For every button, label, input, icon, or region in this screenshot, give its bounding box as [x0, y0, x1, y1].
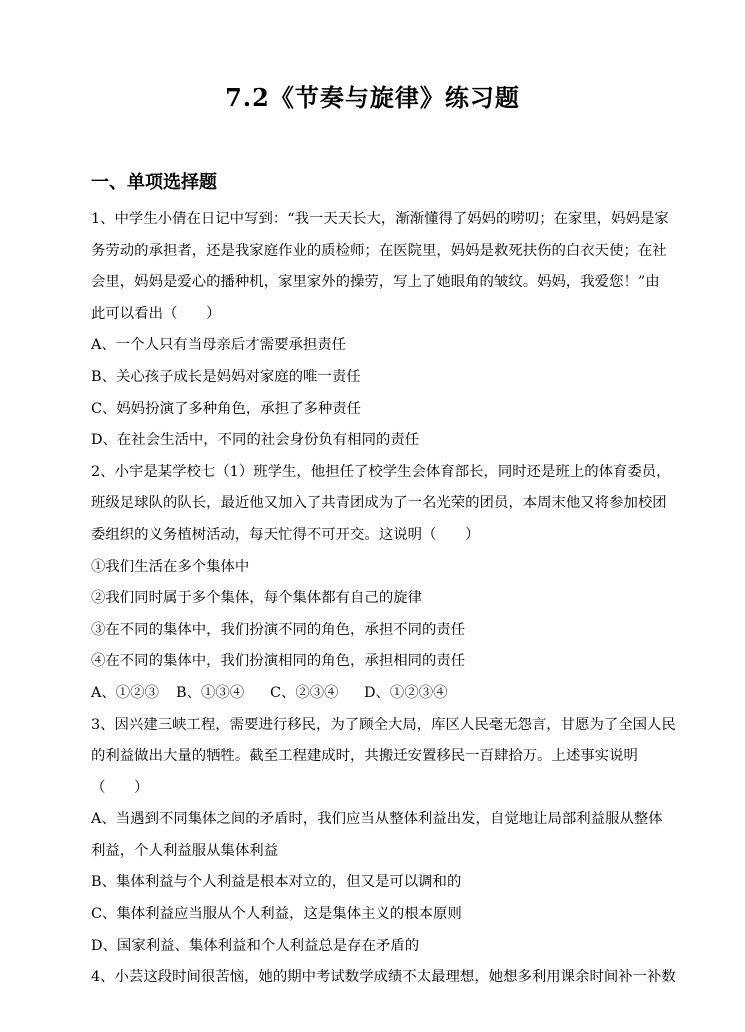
question-3 — [91, 710, 676, 963]
answer-option: D、国家利益、集体利益和个人利益总是存在矛盾的 — [91, 937, 420, 954]
question-2 — [91, 457, 671, 710]
answer-option: A、①②③ — [91, 684, 159, 701]
question-stem-line: 的利益做出大量的牺牲。截至工程建成时，共搬迁安置移民一百肆拾万。上述事实说明 — [91, 748, 638, 765]
answer-option: 利益，个人利益服从集体利益 — [91, 842, 279, 859]
numbered-statement: ①我们生活在多个集体中 — [91, 558, 250, 575]
question-stem-line: 会里，妈妈是爱心的播种机，家里家外的操劳，写上了她眼角的皱纹。妈妈，我爱您！”由 — [91, 274, 660, 291]
question-1 — [91, 204, 669, 457]
answer-option: C、②③④ — [270, 684, 339, 701]
answer-option: B、①③④ — [176, 684, 245, 701]
question-stem-line: 3、因兴建三峡工程，需要进行移民，为了顾全大局，库区人民毫无怨言，甘愿为了全国人民 — [91, 716, 676, 733]
question-stem-line: 1、中学生小倩在日记中写到：“我一天天长大，渐渐懂得了妈妈的唠叨；在家里，妈妈是家 — [91, 211, 669, 227]
answer-option: B、关心孩子成长是妈妈对家庭的唯一责任 — [91, 368, 361, 385]
numbered-statement: ④在不同的集体中，我们扮演相同的角色，承担相同的责任 — [91, 653, 466, 670]
question-stem-line: 4、小芸这段时间很苦恼，她的期中考试数学成绩不太最理想，她想多利用课余时间补一补数 — [91, 969, 676, 986]
question-stem-line: 2、小宇是某学校七（1）班学生，他担任了校学生会体育部长，同时还是班上的体育委员， — [91, 463, 671, 480]
answer-option: A、一个人只有当母亲后才需要承担责任 — [91, 337, 347, 354]
answer-option: C、集体利益应当服从个人利益，这是集体主义的根本原则 — [91, 906, 462, 923]
answer-option: D、在社会生活中，不同的社会身份负有相同的责任 — [91, 432, 420, 449]
section-title: 一、单项选择题 — [91, 172, 217, 193]
answer-options-row — [91, 678, 656, 710]
question-list — [91, 204, 676, 994]
question-stem-line: 班级足球队的队长，最近他又加入了共青团成为了一名光荣的团员，本周末他又将参加校团 — [91, 495, 667, 512]
numbered-statement: ③在不同的集体中，我们扮演不同的角色，承担不同的责任 — [91, 621, 466, 638]
answer-option: C、妈妈扮演了多种角色，承担了多种责任 — [91, 400, 362, 417]
question-stem-line: 此可以看出（ ） — [91, 305, 221, 322]
question-4 — [91, 962, 676, 994]
question-stem-line: 务劳动的承担者，还是我家庭作业的质检师；在医院里，妈妈是救死扶伤的白衣天使；在社 — [91, 242, 667, 259]
numbered-statement: ②我们同时属于多个集体，每个集体都有自己的旋律 — [91, 590, 422, 607]
answer-option: A、当遇到不同集体之间的矛盾时，我们应当从整体利益出发，自觉地让局部利益服从整体 — [91, 811, 663, 828]
question-stem-line: 委组织的义务植树活动，每天忙得不可开交。这说明（ ） — [91, 526, 480, 543]
answer-option: D、①②③④ — [364, 684, 448, 701]
question-stem-line: （ ） — [91, 779, 149, 796]
document-title: 7.2《节奏与旋律》练习题 — [225, 83, 520, 112]
answer-option: B、集体利益与个人利益是根本对立的，但又是可以调和的 — [91, 874, 462, 891]
